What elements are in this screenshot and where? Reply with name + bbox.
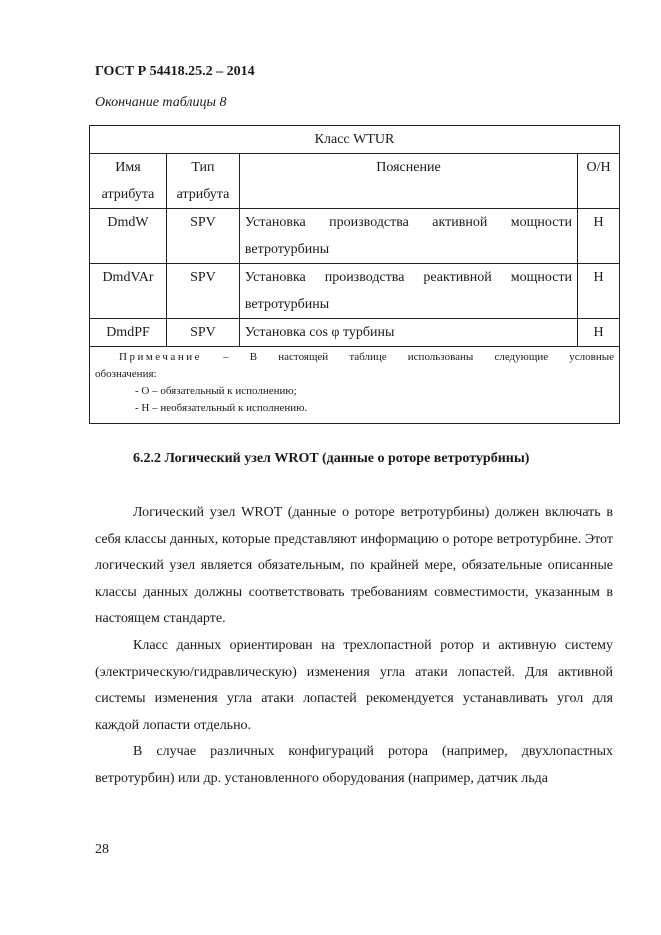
col-header-type-line1: Тип	[191, 160, 215, 175]
body-text	[95, 500, 613, 793]
attribute-table	[89, 125, 620, 424]
cell-type: SPV	[166, 209, 239, 264]
note-text-line1: – В настоящей таблице использованы следующие условные	[223, 351, 614, 363]
note-label: Примечание	[119, 351, 202, 363]
cell-desc-line2: ветротурбины	[244, 242, 330, 257]
col-header-desc: Пояснение	[239, 154, 577, 209]
page-number: 28	[95, 842, 109, 857]
note-text-line2: обозначения:	[95, 368, 157, 380]
cell-mo: Н	[578, 319, 620, 347]
note-title	[95, 349, 614, 366]
col-header-type	[166, 154, 239, 209]
table-note	[90, 347, 620, 424]
note-item: - Н – необязательный к исполнению.	[135, 402, 308, 414]
cell-desc	[239, 264, 577, 319]
section-title: 6.2.2 Логический узел WROT (данные о роторе ветротурбины)	[133, 451, 530, 466]
table-row	[90, 319, 620, 347]
col-header-type-line2: атрибута	[176, 187, 230, 202]
class-title: Класс WTUR	[90, 126, 620, 154]
cell-name: DmdW	[90, 209, 167, 264]
cell-name: DmdPF	[90, 319, 167, 347]
cell-type: SPV	[166, 264, 239, 319]
table-row	[90, 264, 620, 319]
cell-mo: Н	[578, 264, 620, 319]
table-caption: Окончание таблицы 8	[95, 95, 227, 110]
cell-desc-line1: Установка производства активной мощности	[244, 215, 573, 230]
cell-desc-line1: Установка производства реактивной мощности	[244, 270, 573, 285]
cell-name: DmdVAr	[90, 264, 167, 319]
cell-desc	[239, 209, 577, 264]
col-header-mo: О/Н	[578, 154, 620, 209]
cell-desc: Установка cos φ турбины	[239, 319, 577, 347]
paragraph: Логический узел WROT (данные о роторе ветротурбины) должен включать в себя классы данных, которые представляют информацию о роторе ветротурбине. Этот логический узел является обязательным, по крайней мере, обязательные описанные классы данных должны соответствовать требованиям совместимости, указанным в настоящем стандарте.	[95, 505, 613, 627]
col-header-name-line2: атрибута	[101, 187, 155, 202]
cell-mo: Н	[578, 209, 620, 264]
document-header: ГОСТ Р 54418.25.2 – 2014	[95, 64, 255, 79]
table-note-row	[90, 347, 620, 424]
cell-desc-line2: ветротурбины	[244, 297, 330, 312]
note-item: - О – обязательный к исполнению;	[135, 385, 297, 397]
col-header-name	[90, 154, 167, 209]
paragraph: Класс данных ориентирован на трехлопастной ротор и активную систему (электрическую/гидравлическую) изменения угла атаки лопастей. Для активной системы изменения угла атаки лопастей рекомендуется устанавливать угол для каждой лопасти отдельно.	[95, 637, 613, 733]
table-row	[90, 209, 620, 264]
col-header-name-line1: Имя	[115, 160, 141, 175]
table-class-row	[90, 126, 620, 154]
paragraph: В случае различных конфигураций ротора (например, двухлопастных ветротурбин) или др. установленного оборудования (например, датчик льда	[95, 744, 613, 786]
cell-type: SPV	[166, 319, 239, 347]
table-header-row	[90, 154, 620, 209]
